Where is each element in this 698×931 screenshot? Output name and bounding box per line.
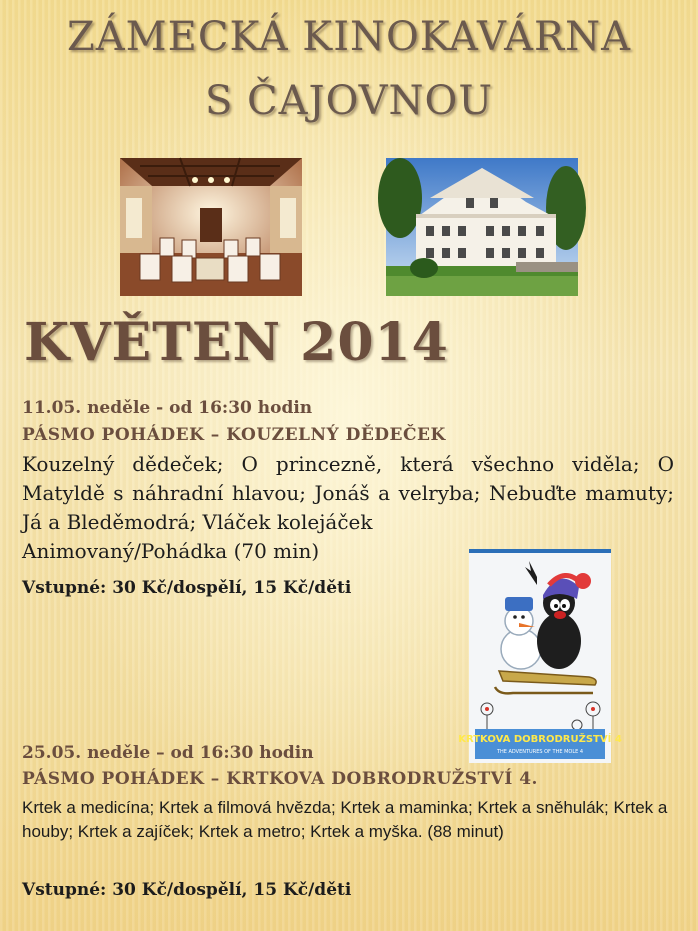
month-heading: KVĚTEN 2014 [24,312,449,373]
event1-date: 11.05. neděle - od 16:30 hodin [22,398,313,418]
poster-title: KRTKOVA DOBRODRUŽSTVÍ 4 [458,734,622,745]
event1-genre: Animovaný/Pohádka (70 min) [22,539,320,563]
event1-heading: PÁSMO POHÁDEK – KOUZELNÝ DĚDEČEK [22,425,446,445]
event2-price: Vstupné: 30 Kč/dospělí, 15 Kč/děti [22,880,352,900]
event2-date: 25.05. neděle – od 16:30 hodin [22,743,314,763]
venue-title-line1: ZÁMECKÁ KINOKAVÁRNA [67,14,631,60]
event2-description: Krtek a medicína; Krtek a filmová hvězda; Krtek a maminka; Krtek a sněhulák; Krtek a houby; Krtek a zajíček; Krtek a metro; Krtek a myška. (88 minut) [22,798,668,841]
venue-title-line2: S ČAJOVNOU [204,78,494,124]
mole-poster-image [458,549,622,763]
event2-heading: PÁSMO POHÁDEK – KRTKOVA DOBRODRUŽSTVÍ 4. [22,769,538,789]
poster-subtitle: THE ADVENTURES OF THE MOLE 4 [496,749,584,755]
event1-price: Vstupné: 30 Kč/dospělí, 15 Kč/děti [22,578,352,598]
event1-description: Kouzelný dědeček; O princezně, která všechno viděla; O Matyldě s náhradní hlavou; Jonáš a velryba; Nebuďte mamuty; Já a Bleděmodrá; Vláček kolejáček [22,452,674,534]
cafe-interior-photo [120,158,302,296]
castle-photo [386,158,578,296]
